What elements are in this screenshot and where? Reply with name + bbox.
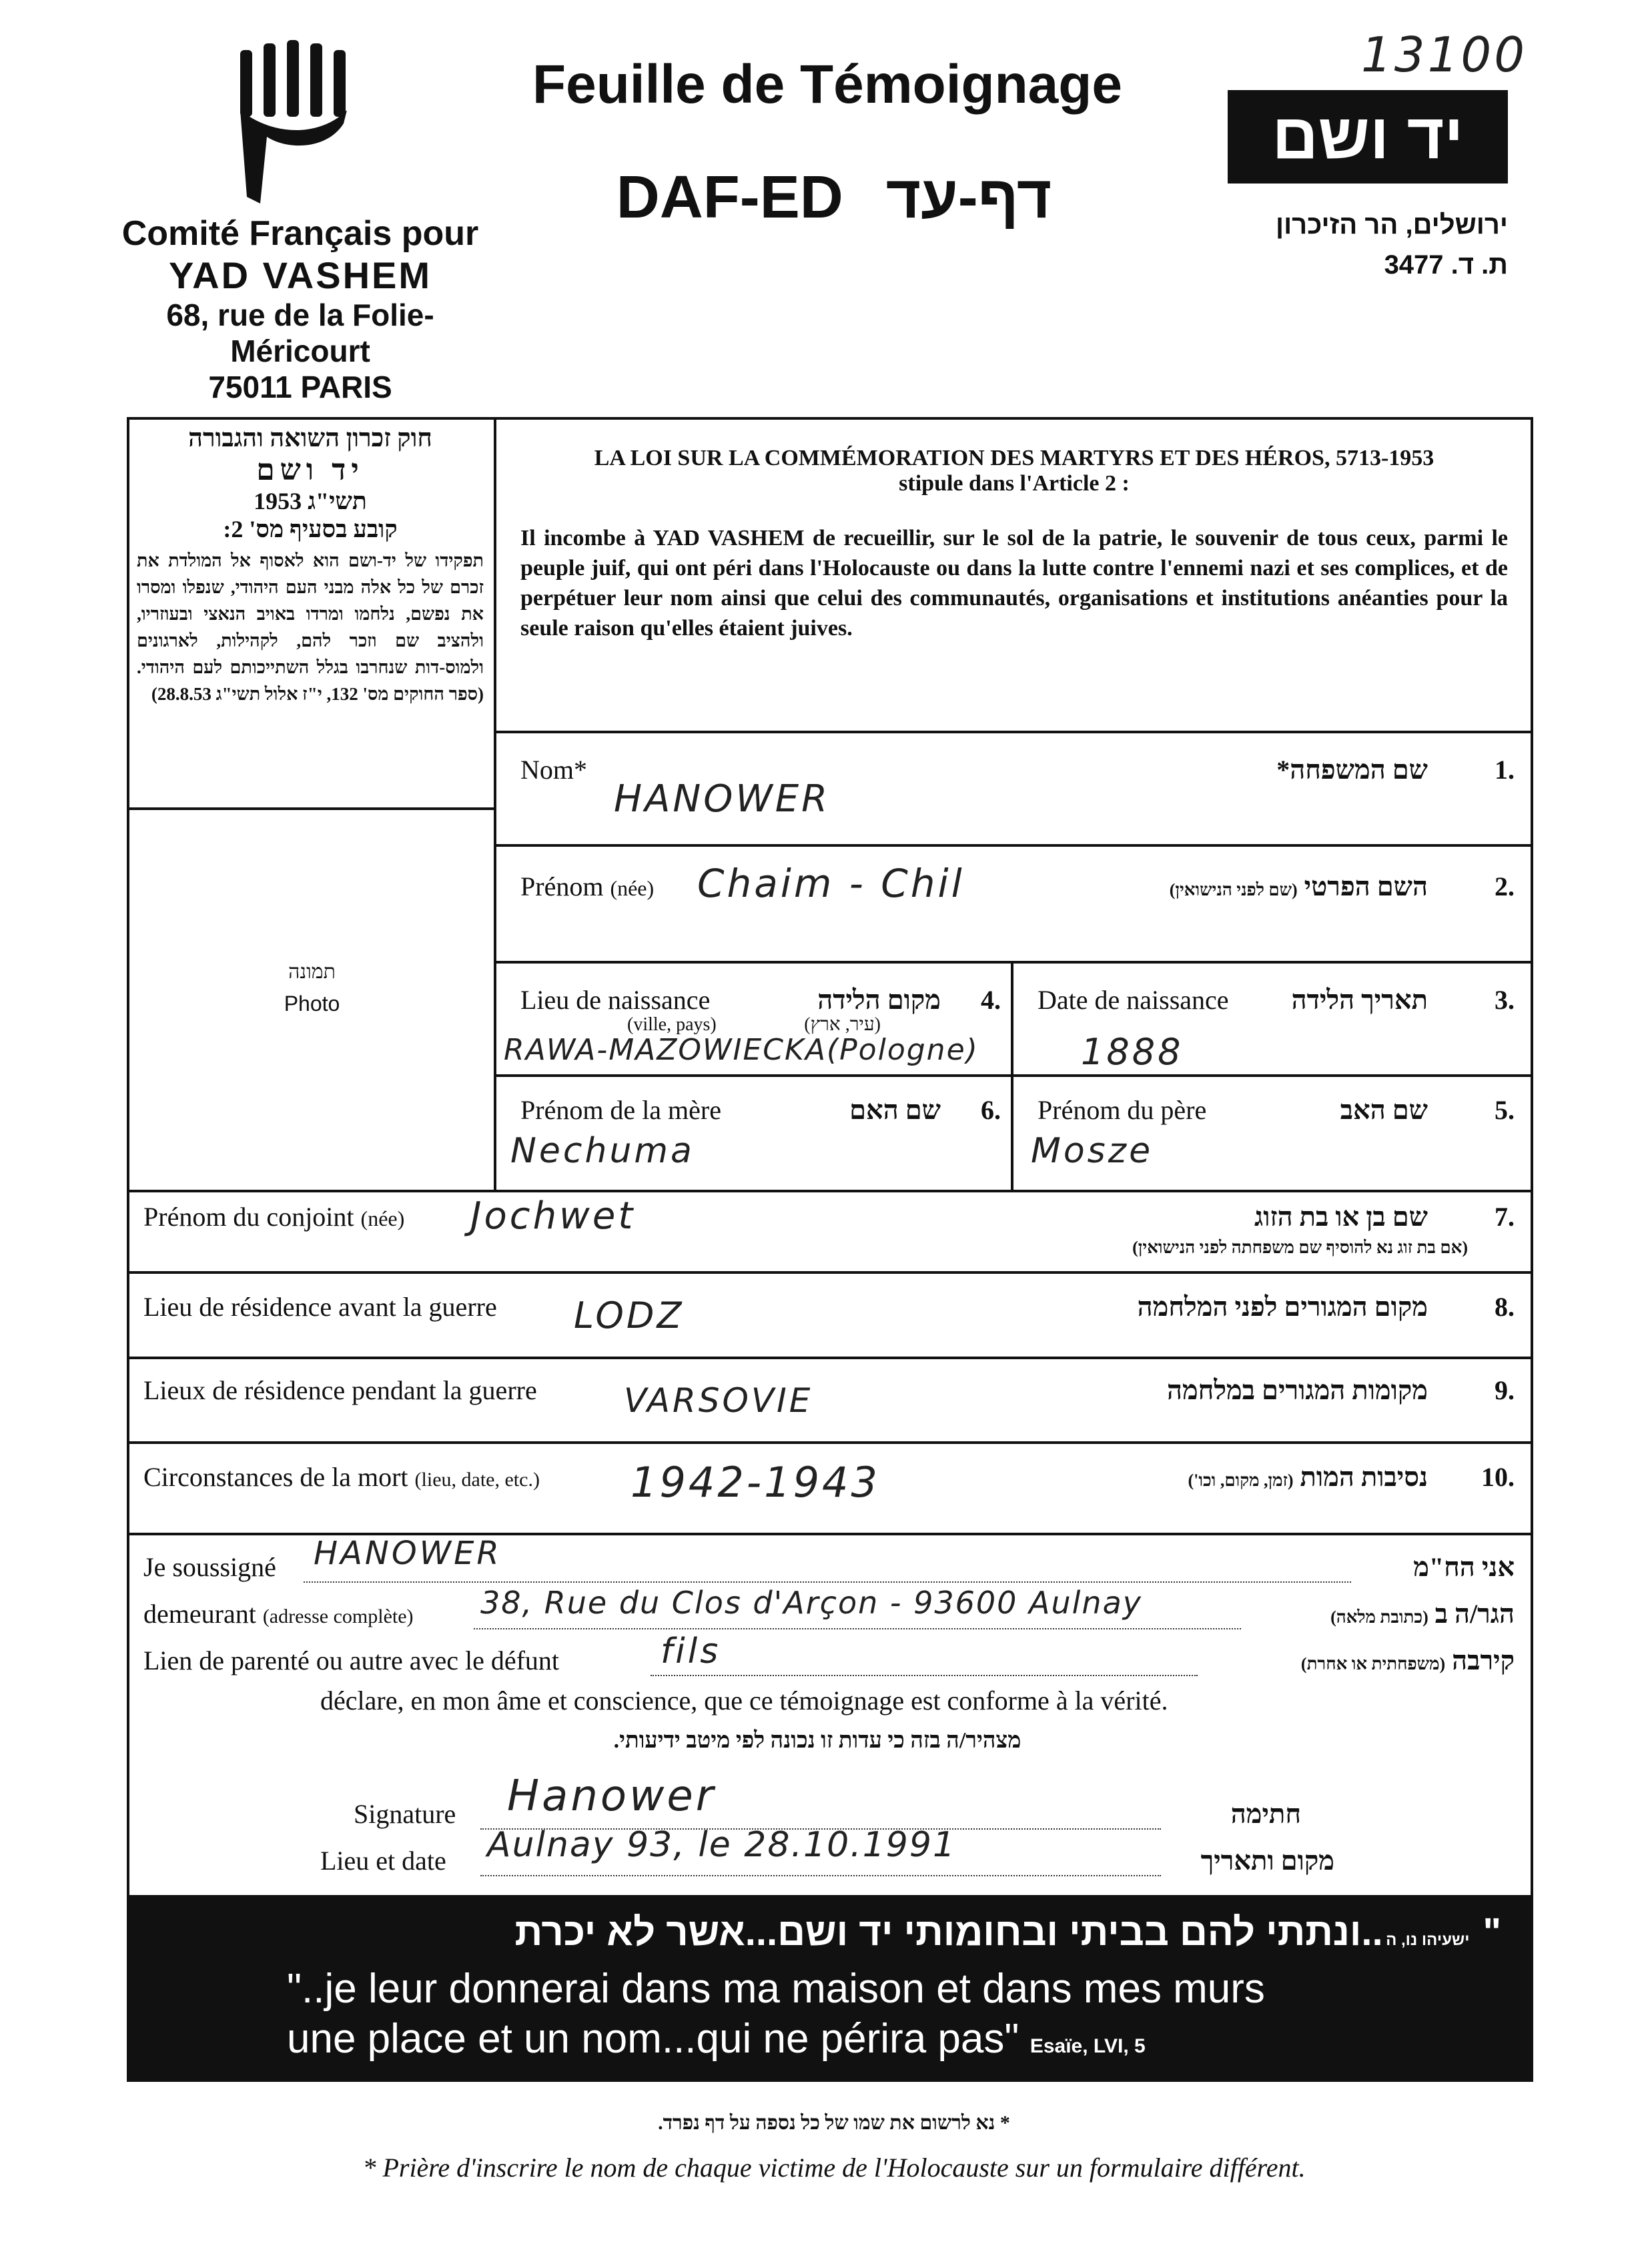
field-pendant-label-fr: Lieux de résidence pendant la guerre	[143, 1375, 537, 1405]
field-prenom-label-fr: Prénom	[520, 871, 604, 901]
daf-ed-title	[574, 163, 1094, 232]
field-lieu-label-he: מקום הלידה	[817, 985, 941, 1015]
photo-box	[130, 961, 494, 1016]
field-lieu-label-fr: Lieu de naissance	[520, 985, 711, 1015]
yad-vashem-address: ירושלים, הר הזיכרון	[1276, 210, 1508, 240]
decl-statement-fr: déclare, en mon âme et conscience, que ce témoignage est conforme à la vérité.	[320, 1686, 1168, 1716]
decl-demeurant-label	[143, 1598, 414, 1629]
field-lieu-value[interactable]: RAWA-MAZOWIECKA(Pologne)	[504, 1033, 979, 1067]
law-he-clause: קובע בסעיף מס' 2:	[223, 516, 398, 542]
law-french	[520, 446, 1508, 643]
decl-lieu-date-label: Lieu et date	[320, 1846, 446, 1876]
field-nom-value[interactable]: HANOWER	[614, 777, 831, 821]
decl-signature-label: Signature	[354, 1799, 456, 1829]
banner-hebrew: ..ונתתי להם בביתי ובחומותי יד ושם...אשר לא יכרת"	[514, 1910, 1501, 1954]
decl-lien-he-note: (משפחתית או אחרת)	[1300, 1654, 1446, 1673]
page-title: Feuille de Témoignage	[532, 54, 1122, 115]
field-prenom-note-he: (שם לפני הנישואין)	[1169, 880, 1298, 899]
banner-ref: Esaïe, LVI, 5	[1029, 2035, 1146, 2057]
field-pendant-num: .9	[1495, 1375, 1515, 1405]
field-mere-num: .6	[981, 1095, 1001, 1125]
law-he-body: תפקידו של יד-ושם הוא לאסוף אל המולדת את זכרם של כל אלה מבני העם היהודי, שנפלו ומסרו את נפשם, נלחמו ומרדו באויב הנאצי ובעוזריו, ולהציב שם וזכר להם, לקהילות, לארגונים ולמוס-דות שנחרבו בגלל השתייכותם לעם היהודי. (ספר החוקים מס' 132, י"ז אלול תשי"ג 28.8.53)	[137, 550, 484, 704]
doc-number: 13100	[1361, 27, 1528, 83]
law-fr-body: Il incombe à YAD VASHEM de recueillir, sur le sol de la patrie, le souvenir de tous ceux, parmi le peuple juif, qui ont péri dans l'Holocauste ou dans la lutte contre l'ennemi nazi et ses complices, et de perpétuer leur nom ainsi que celui des communautés, organisations et institutions anéanties pour la seule raison qu'elles étaient juives.	[520, 526, 1508, 641]
law-fr-title: LA LOI SUR LA COMMÉMORATION DES MARTYRS ET DES HÉROS, 5713-1953	[594, 446, 1434, 470]
field-prenom-he: השם הפרטי	[1304, 871, 1428, 901]
field-date-label-fr: Date de naissance	[1038, 985, 1229, 1015]
banner-hebrew-ref: ישעיהו נו, ה	[1386, 1931, 1470, 1949]
field-pere-label-fr: Prénom du père	[1038, 1095, 1207, 1125]
field-prenom-value[interactable]: Chaim - Chil	[697, 861, 965, 906]
footnote-hebrew: * נא לרשום את שמו של כל נספה על דף נפרד.	[658, 2112, 1010, 2134]
field-lieu-note-fr: (ville, pays)	[627, 1014, 717, 1035]
field-prenom-num: .2	[1495, 871, 1515, 901]
law-he-year: תשי"ג 1953	[254, 488, 367, 514]
law-hebrew	[137, 424, 484, 707]
committee-city: 75011 PARIS	[208, 370, 392, 404]
field-nom-num: .1	[1495, 755, 1515, 785]
decl-statement-he: מצהיר/ה בזה כי עדות זו נכונה לפי מיטב ידיעותי.	[613, 1728, 1021, 1753]
field-prenom-note-fr: (née)	[610, 876, 655, 900]
banner-french-line1: "..je leur donnerai dans ma maison et dans mes murs	[287, 1966, 1265, 2012]
decl-lien-he	[1208, 1645, 1515, 1676]
field-mort-label	[143, 1461, 540, 1493]
daf-ed-fr: DAF-ED	[616, 164, 843, 231]
field-pere-value[interactable]: Mosze	[1031, 1131, 1154, 1171]
field-pendant-label-he: מקומות המגורים במלחמה	[1166, 1375, 1428, 1405]
decl-demeurant-value[interactable]: 38, Rue du Clos d'Arçon - 93600 Aulnay	[480, 1585, 1143, 1621]
field-mere-value[interactable]: Nechuma	[510, 1131, 695, 1171]
decl-demeurant-fr: demeurant	[143, 1599, 256, 1629]
field-pere-label-he: שם האב	[1340, 1095, 1428, 1125]
decl-soussigne-he: אני הח"מ	[1413, 1552, 1515, 1582]
decl-soussigne-label: Je soussigné	[143, 1552, 276, 1582]
field-avant-label-fr: Lieu de résidence avant la guerre	[143, 1292, 497, 1322]
field-conjoint-label-he: שם בן או בת הזוג	[1254, 1202, 1428, 1232]
field-lieu-num: .4	[981, 985, 1001, 1015]
decl-lien-label: Lien de parenté ou autre avec le défunt	[143, 1645, 560, 1675]
decl-lien-value[interactable]: fils	[661, 1631, 721, 1671]
banner-hebrew-block	[127, 1910, 1501, 1954]
decl-soussigne-value[interactable]: HANOWER	[314, 1535, 502, 1572]
yad-vashem-logo-text: יד ושם	[1272, 101, 1464, 172]
committee-name: YAD VASHEM	[168, 254, 432, 296]
footnote-french: * Prière d'inscrire le nom de chaque victime de l'Holocauste sur un formulaire différent.	[362, 2153, 1306, 2183]
field-pere-num: .5	[1495, 1095, 1515, 1125]
field-conjoint-label	[143, 1201, 404, 1232]
field-date-num: .3	[1495, 985, 1515, 1015]
banner-french-line2-block	[287, 2015, 1146, 2063]
field-pendant-value[interactable]: VARSOVIE	[624, 1381, 813, 1420]
decl-lien-he-label: קירבה	[1452, 1645, 1515, 1675]
field-nom-label-he: שם המשפחה*	[1276, 755, 1428, 785]
field-prenom-label-he	[1068, 871, 1428, 902]
committee-address: 68, rue de la Folie-Méricourt	[166, 298, 434, 368]
decl-lieu-date-he: מקום ותאריך	[1200, 1846, 1334, 1876]
field-avant-value[interactable]: LODZ	[574, 1294, 685, 1337]
committee-line1: Comité Français pour	[121, 214, 479, 253]
decl-demeurant-he	[1248, 1598, 1515, 1629]
decl-lieu-date-value[interactable]: Aulnay 93, le 28.10.1991	[487, 1825, 957, 1865]
decl-demeurant-he-note: (כתובת מלאה)	[1330, 1607, 1428, 1627]
field-conjoint-note-fr: (née)	[360, 1206, 405, 1230]
field-conjoint-value[interactable]: Jochwet	[470, 1194, 636, 1238]
committee-block	[100, 214, 500, 405]
field-conjoint-label-fr: Prénom du conjoint	[143, 1202, 354, 1232]
field-mort-he: נסיבות המות	[1300, 1462, 1428, 1492]
field-mere-label-he: שם האם	[849, 1095, 941, 1125]
field-lieu-note-he: (עיר, ארץ)	[804, 1014, 881, 1035]
field-avant-label-he: מקום המגורים לפני המלחמה	[1137, 1292, 1428, 1322]
field-prenom-label	[520, 871, 654, 902]
field-date-label-he: תאריך הלידה	[1291, 985, 1428, 1015]
decl-signature-value[interactable]: Hanower	[507, 1772, 717, 1821]
field-mort-num: .10	[1481, 1462, 1515, 1492]
field-mort-label-he	[1041, 1461, 1428, 1493]
banner-french-line2: une place et un nom...qui ne périra pas"	[287, 2016, 1019, 2062]
law-he-title2: יד ושם	[256, 454, 364, 486]
photo-label-he: תמונה	[288, 961, 336, 983]
menorah-logo	[227, 37, 360, 210]
daf-ed-he: דף-עד	[885, 164, 1052, 231]
field-mort-value[interactable]: 1942-1943	[631, 1458, 880, 1507]
quote-banner	[127, 1895, 1533, 2082]
field-nom-label-fr: Nom*	[520, 755, 587, 785]
field-mere-label-fr: Prénom de la mère	[520, 1095, 721, 1125]
law-fr-subtitle: stipule dans l'Article 2 :	[899, 471, 1130, 496]
photo-label-fr: Photo	[284, 992, 340, 1016]
field-mort-note-he: (זמן, מקום, וכו')	[1188, 1471, 1294, 1490]
field-avant-num: .8	[1495, 1292, 1515, 1322]
field-conjoint-num: .7	[1495, 1202, 1515, 1232]
field-mort-label-fr: Circonstances de la mort	[143, 1462, 408, 1492]
law-he-title1: חוק זכרון השואה והגבורה	[188, 424, 432, 452]
yad-vashem-logo	[1228, 90, 1508, 183]
decl-demeurant-he-label: הגר/ה ב	[1434, 1599, 1515, 1629]
yad-vashem-po-box: ת. ד. 3477	[1384, 250, 1508, 280]
field-mort-note-fr: (lieu, date, etc.)	[414, 1469, 540, 1491]
decl-signature-he: חתימה	[1230, 1799, 1301, 1829]
field-conjoint-note-he: (אם בת זוג נא להוסיף שם משפחתה לפני הנישואין)	[1132, 1238, 1468, 1257]
decl-demeurant-note: (adresse complète)	[262, 1605, 414, 1627]
field-date-value[interactable]: 1888	[1081, 1031, 1184, 1073]
